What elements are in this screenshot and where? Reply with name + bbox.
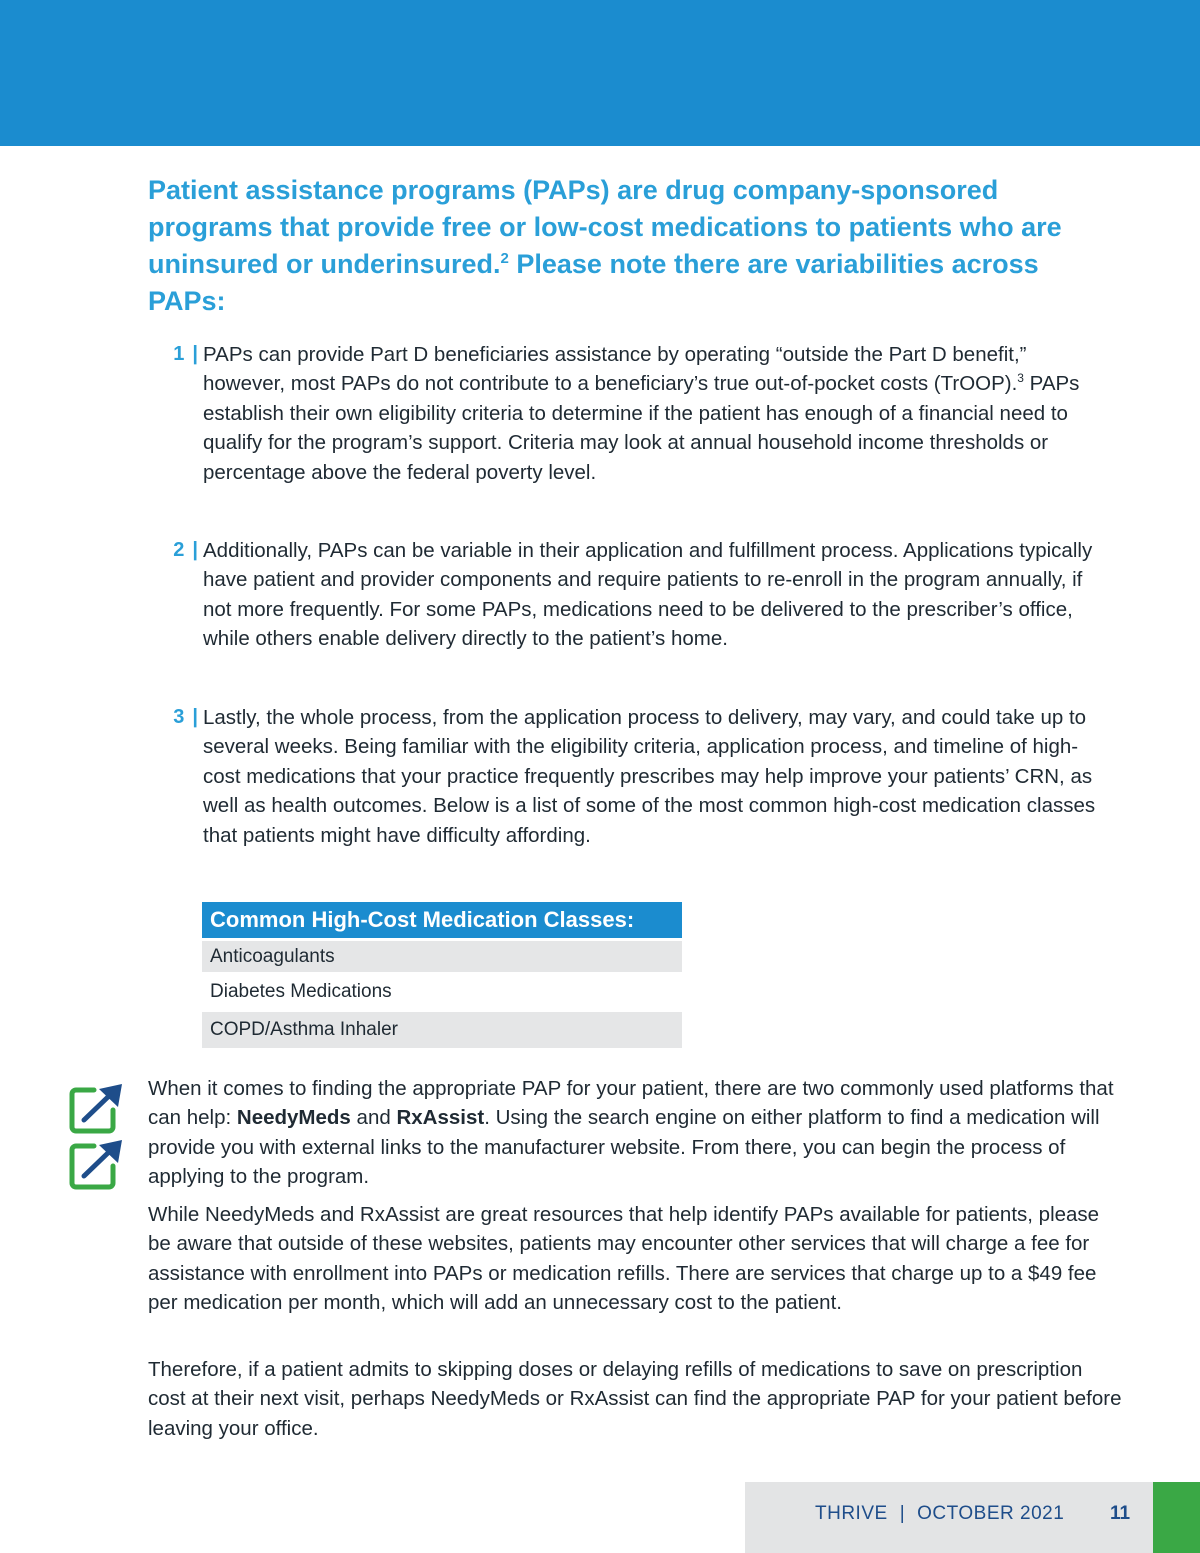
table-header: Common High-Cost Medication Classes: — [202, 902, 682, 938]
body-paragraph: While NeedyMeds and RxAssist are great resources that help identify PAPs available for patients, please be aware that outside of these websites, patients may encounter other services that will charge a fee for assistance with enrollment into PAPs or medication refills. There are services that charge up to a $49 fee per medication per month, which will add an unnecessary cost to the patient. — [148, 1203, 1100, 1315]
list-item — [148, 703, 1098, 850]
needymeds-link[interactable]: NeedyMeds — [236, 1106, 351, 1130]
list-number: 3 | — [173, 706, 198, 728]
link-icons — [66, 1083, 126, 1195]
medication-classes-table — [202, 902, 682, 1048]
list-text: Additionally, PAPs can be variable in their application and fulfillment process. Applications typically have patient and provider components and require patients to re-enroll in the program annually, if not more frequently. For some PAPs, medications need to be delivered to the prescriber’s office, while others enable delivery directly to the patient’s home. — [203, 539, 1093, 651]
list-text: Lastly, the whole process, from the application process to delivery, may vary, and could take up to several weeks. Being familiar with the eligibility criteria, application process, and timeline of high-cost medications that your practice frequently prescribes may help improve your patients’ CRN, as well as health outcomes. Below is a list of some of the most common high-cost medication classes that patients might have difficulty affording. — [203, 706, 1096, 847]
body-paragraph: Therefore, if a patient admits to skipping doses or delaying refills of medications to save on prescription cost at their next visit, perhaps NeedyMeds or RxAssist can find the appropriate PAP for your patient before leaving your office. — [148, 1358, 1122, 1440]
table-row: COPD/Asthma Inhaler — [202, 1012, 682, 1048]
intro-heading: Patient assistance programs (PAPs) are drug company-sponsored programs that provide free or low-cost medications to patients who are uninsured or underinsured.$^2$ Please note there are variabilities across PAPs: — [148, 175, 1062, 316]
body-paragraph: When it comes to finding the appropriate PAP for your patient, there are two commonly used platforms that can help: NeedyMeds and RxAssist. Using the search engine on either platform to find a medication will provide you with external links to the manufacturer website. From there, you can begin the process of applying to the program. — [148, 1077, 1114, 1189]
rxassist-link[interactable]: RxAssist — [396, 1106, 485, 1130]
table-row: Anticoagulants — [202, 941, 682, 972]
list-number: 1 | — [173, 343, 198, 365]
footer-publication: THRIVE | OCTOBER 2021 — [815, 1503, 1065, 1524]
external-link-icon[interactable] — [66, 1139, 126, 1195]
footnote-ref-2: 2 — [500, 250, 509, 267]
list-number: 2 | — [173, 539, 198, 561]
page-number: 11 — [1110, 1503, 1131, 1524]
table-row: Diabetes Medications — [210, 981, 392, 1002]
list-item — [148, 340, 1098, 487]
external-link-icon[interactable] — [66, 1083, 126, 1139]
top-banner — [0, 0, 1200, 146]
footer-accent — [1153, 1482, 1200, 1553]
list-text: PAPs can provide Part D beneficiaries assistance by operating “outside the Part D benefit,” however, most PAPs do not contribute to a beneficiary’s true out-of-pocket costs (TrOOP).$^3$ PAPs establish their own eligibility criteria to determine if the patient has enough of a financial need to qualify for the program’s support. Criteria may look at annual household income thresholds or percentage above the federal poverty level. — [203, 343, 1080, 484]
footnote-ref-3: 3 — [1017, 371, 1024, 386]
list-item — [148, 536, 1098, 654]
